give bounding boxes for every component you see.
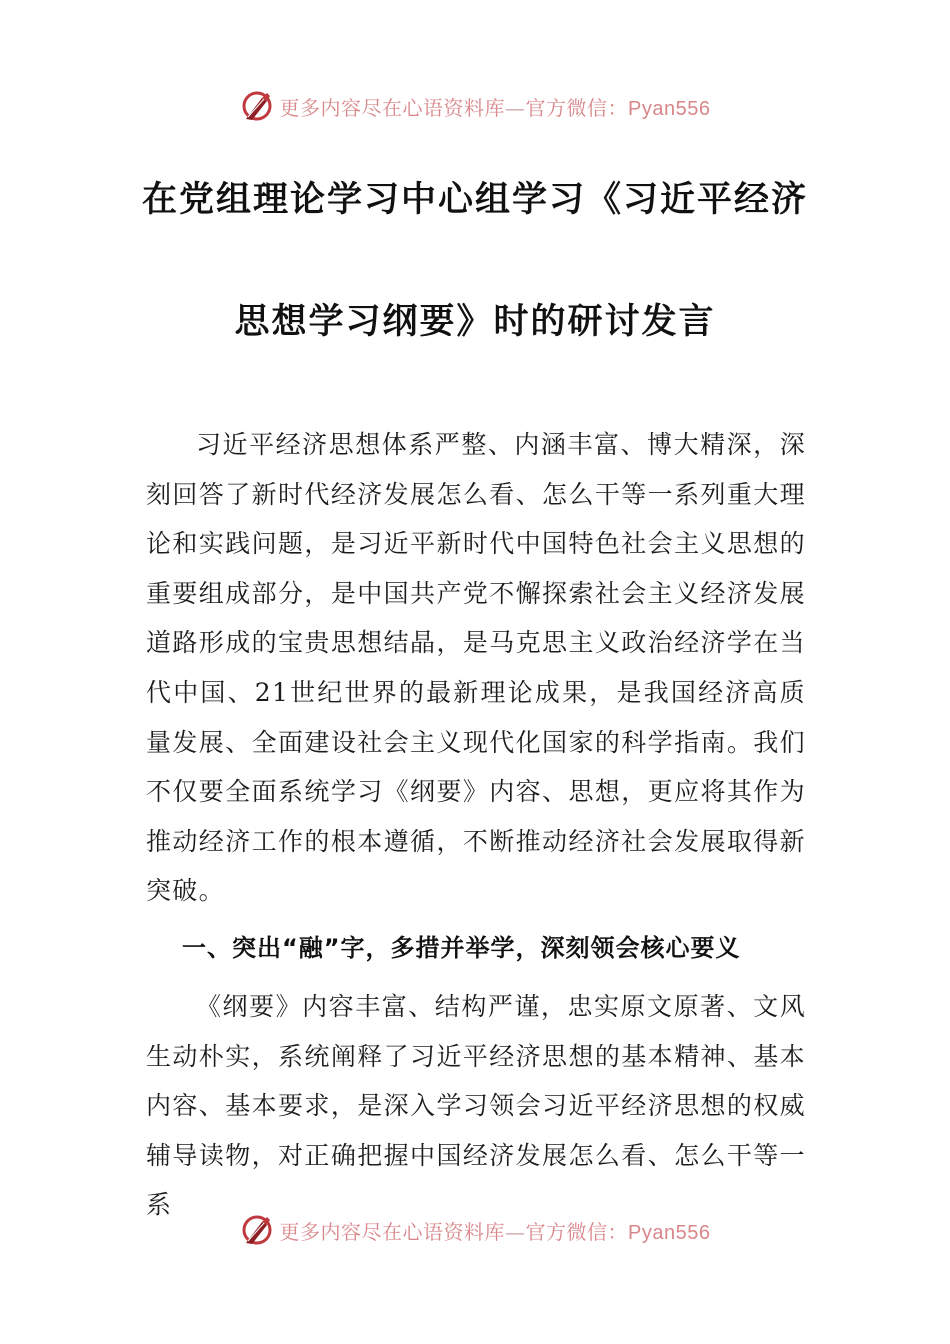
section-heading: 一、突出“融”字，多措并举学，深刻领会核心要义 <box>182 933 741 962</box>
watermark-account: Pyan556 <box>628 97 711 120</box>
section-paragraph: 《纲要》内容丰富、结构严谨，忠实原文原著、文风生动朴实，系统阐释了习近平经济思想的基本精神、基本内容、基本要求，是深入学习领会习近平经济思想的权威辅导读物，对正确把握中国经济发展怎么看、怎么干等一系 <box>146 991 806 1220</box>
watermark-text <box>280 1216 711 1245</box>
document-title-line-2: 思想学习纲要》时的研讨发言 <box>234 302 716 342</box>
watermark-site: 更多内容尽在心语资料库 <box>279 95 506 120</box>
body-paragraph: 习近平经济思想体系严整、内涵丰富、博大精深，深刻回答了新时代经济发展怎么看、怎么干等一系列重大理论和实践问题，是习近平新时代中国特色社会主义思想的重要组成部分，是中国共产党不懈探索社会主义经济发展道路形成的宝贵思想结晶，是马克思主义政治经济学在当代中国、21世纪世界的最新理论成果，是我国经济高质量发展、全面建设社会主义现代化国家的科学指南。我们不仅要全面系统学习《纲要》内容、思想，更应将其作为推动经济工作的根本遵循，不断推动经济社会发展取得新突破。 <box>146 430 806 906</box>
pen-nib-circle-icon <box>240 89 274 123</box>
watermark-label: 官方微信： <box>525 1219 629 1244</box>
watermark-label: 官方微信： <box>525 95 629 120</box>
watermark-header <box>0 86 950 126</box>
pen-nib-circle-icon <box>240 1213 274 1247</box>
watermark-footer <box>0 1210 950 1250</box>
watermark-site: 更多内容尽在心语资料库 <box>279 1219 506 1244</box>
document-body <box>146 420 806 1230</box>
watermark-text <box>280 92 711 121</box>
watermark-separator: — <box>505 95 526 120</box>
watermark-account: Pyan556 <box>628 1221 711 1244</box>
watermark-separator: — <box>505 1219 526 1244</box>
document-title-line-1: 在党组理论学习中心组学习《习近平经济 <box>141 180 808 220</box>
